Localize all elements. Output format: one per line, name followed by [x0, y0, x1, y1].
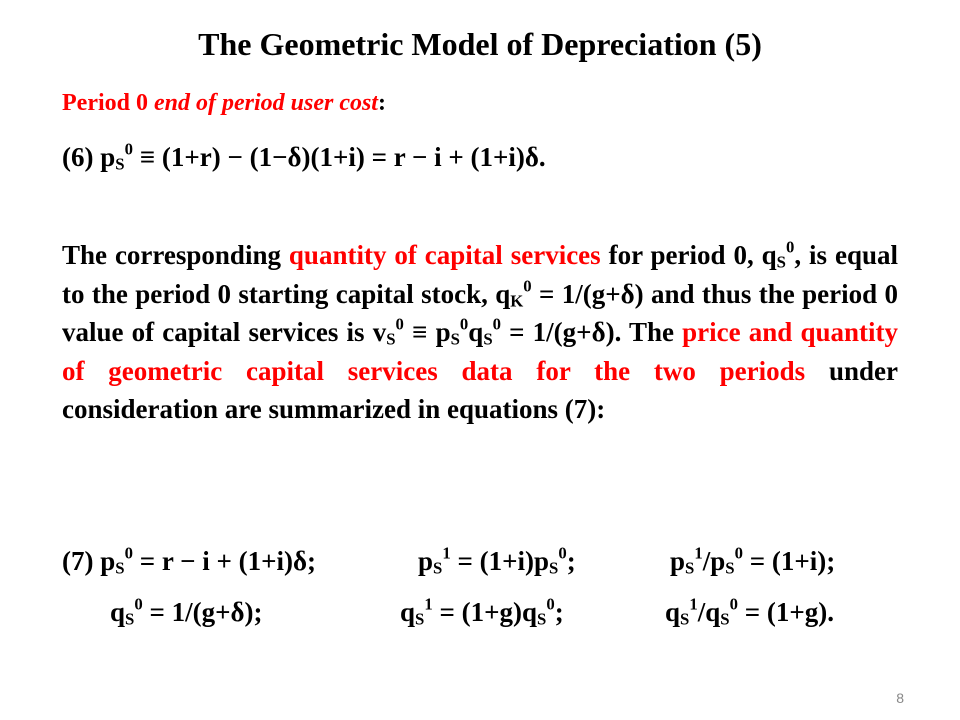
- eq7-sub: S: [680, 609, 690, 629]
- eq7-sup: 0: [134, 594, 143, 614]
- eq7-b3: = (1+g).: [737, 597, 834, 627]
- heading-colon: :: [377, 90, 386, 116]
- para-text-2: for period 0, q: [600, 240, 777, 270]
- heading-italic: end of period user cost: [153, 90, 378, 116]
- eq7-sup: 0: [558, 543, 567, 563]
- page-number: 8: [896, 690, 904, 706]
- eq7-sub: S: [433, 558, 443, 578]
- para-text-5: ≡ p: [403, 317, 451, 347]
- para-red-2: price and quantity of geometric capital services data for the two periods: [62, 317, 898, 386]
- eq7-label: (7): [62, 546, 94, 576]
- eq7-sup: 1: [689, 594, 698, 614]
- eq7-sup: 0: [729, 594, 738, 614]
- eq7-a2-end: ;: [566, 546, 576, 576]
- para-sup-4: 0: [459, 314, 469, 334]
- para-sub-3: S: [386, 329, 396, 349]
- para-sup-2: 0: [523, 275, 532, 295]
- eq7-sub: S: [725, 558, 735, 578]
- slide-title: The Geometric Model of Depreciation (5): [198, 26, 762, 62]
- eq7-sub: S: [537, 609, 547, 629]
- para-text-6: = 1/(g+δ). The: [501, 317, 683, 347]
- eq7-sup: 0: [124, 543, 133, 563]
- eq7-q: q: [705, 597, 721, 627]
- eq7-sup: 1: [442, 543, 451, 563]
- equation-7-row-2b: [400, 594, 564, 629]
- eq7-sub: S: [115, 558, 125, 578]
- eq6-sup: 0: [124, 139, 133, 159]
- para-sub-5: S: [483, 329, 493, 349]
- eq7-sup: 1: [694, 543, 703, 563]
- eq7-q: q: [110, 597, 126, 627]
- eq7-b1: = 1/(g+δ);: [142, 597, 263, 627]
- eq7-a3: = (1+i);: [742, 546, 836, 576]
- para-sup-3: 0: [395, 314, 404, 334]
- eq7-sub: S: [685, 558, 695, 578]
- eq6-sub: S: [115, 154, 125, 174]
- eq6-label: (6): [62, 142, 94, 172]
- eq6-lhs: p: [100, 142, 116, 172]
- para-text-7: under consideration are summarized in equations (7):: [62, 355, 898, 424]
- eq7-a1: = r − i + (1+i)δ;: [132, 546, 316, 576]
- eq7-q: q: [400, 597, 416, 627]
- eq7-sup: 0: [734, 543, 743, 563]
- eq7-p: p: [100, 546, 116, 576]
- period0-heading: [62, 90, 386, 117]
- eq7-b2: = (1+g)q: [432, 597, 537, 627]
- eq7-sub: S: [415, 609, 425, 629]
- para-text-1: The corresponding: [62, 240, 289, 270]
- para-text-4: = 1/(g+δ) and thus the period 0 value of capital services is v: [62, 278, 898, 347]
- para-sub-1: S: [776, 252, 786, 272]
- eq7-sub: S: [549, 558, 559, 578]
- eq7-q: q: [665, 597, 681, 627]
- equation-7-row-1b: [418, 543, 576, 578]
- eq7-p: p: [418, 546, 434, 576]
- para-q: q: [468, 317, 484, 347]
- equation-7-row-1: [62, 543, 316, 578]
- eq7-sup: 0: [546, 594, 555, 614]
- equation-6: [62, 139, 546, 174]
- eq7-sup: 1: [424, 594, 433, 614]
- para-sup-1: 0: [785, 237, 795, 257]
- para-text-3: , is equal to the period 0 starting capital stock, q: [62, 240, 898, 309]
- body-paragraph: [62, 236, 898, 429]
- equation-7-row-2: [110, 594, 263, 629]
- para-red-1: quantity of capital services: [288, 240, 601, 270]
- eq6-rhs: ≡ (1+r) − (1−δ)(1+i) = r − i + (1+i)δ.: [132, 142, 546, 172]
- eq7-sub: S: [720, 609, 730, 629]
- eq7-sub: S: [125, 609, 135, 629]
- eq7-p: p: [710, 546, 726, 576]
- eq7-a2: = (1+i)p: [450, 546, 549, 576]
- equation-7-row-1c: [670, 543, 836, 578]
- heading-prefix: Period 0: [62, 90, 154, 116]
- eq7-slash: /: [702, 546, 711, 576]
- eq7-p: p: [670, 546, 686, 576]
- eq7-slash: /: [697, 597, 706, 627]
- para-sub-2: K: [510, 290, 524, 310]
- para-sub-4: S: [450, 329, 460, 349]
- equation-7-row-2c: [665, 594, 834, 629]
- eq7-b2-end: ;: [554, 597, 564, 627]
- para-sup-5: 0: [492, 314, 501, 334]
